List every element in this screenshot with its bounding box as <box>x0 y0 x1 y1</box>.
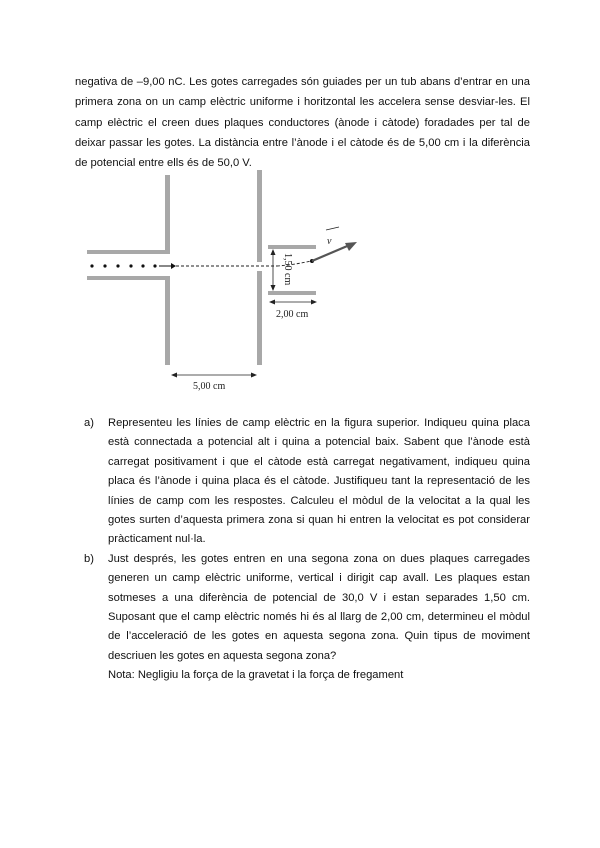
second-plate-bottom <box>257 271 262 365</box>
velocity-label-arrow <box>326 227 339 230</box>
question-b-marker: b) <box>84 552 94 565</box>
deflector-lower-plate <box>268 291 316 295</box>
gap-arrow-bottom <box>271 285 276 291</box>
velocity-vector <box>312 244 352 261</box>
intro-text <box>75 72 530 173</box>
second-plate-top <box>257 170 262 262</box>
apparatus-figure <box>75 165 535 400</box>
first-plate-bottom <box>165 276 170 365</box>
deflector-length-label: 2,00 cm <box>276 309 309 320</box>
plate-separation-label: 5,00 cm <box>193 381 226 392</box>
intro-paragraph: negativa de –9,00 nC. Les gotes carregades són guiades per un tub abans d’entrar en una primera zona on un camp elèctric uniforme i horitzontal les accelera sense desviar-les. El camp elèctric el creen dues plaques conductores (ànode i càtode) foradades per tal de deixar passar les gotes. La distància entre l’ànode i el càtode és de 5,00 cm i la diferència de potencial entre ells és de 50,0 V. <box>75 76 530 170</box>
note: Nota: Negligiu la força de la gravetat i la força de fregament <box>108 669 404 682</box>
tube-upper-wall <box>87 250 167 254</box>
first-plate-top <box>165 175 170 254</box>
entry-arrowhead <box>171 263 176 269</box>
separation-arrow-right <box>251 373 257 378</box>
velocity-label: v <box>327 236 332 247</box>
droplets <box>90 264 156 267</box>
question-a-marker: a) <box>84 417 94 429</box>
question-a <box>84 414 530 550</box>
separation-arrow-left <box>171 373 177 378</box>
deflector-arrow-right <box>311 300 317 305</box>
deflector-arrow-left <box>269 300 275 305</box>
gap-arrow-top <box>271 249 276 255</box>
velocity-arrowhead <box>345 242 357 251</box>
deflector-upper-plate <box>268 245 316 249</box>
gap-label: 1,50 cm <box>282 253 293 286</box>
apparatus-diagram <box>75 165 535 400</box>
questions-list <box>84 414 530 686</box>
question-b <box>84 550 530 666</box>
tube-lower-wall <box>87 276 167 280</box>
question-b-text: Just després, les gotes entren en una segona zona on dues plaques carregades generen un camp elèctric uniforme, vertical i dirigit cap avall. Les plaques estan sotmeses a una diferència de potencial de 30,0 V i estan separades 1,50 cm. Suposant que el camp elèctric només hi és al llarg de 2,00 cm, determineu el mòdul de l’acceleració de les gotes en aquesta segona zona. Quin tipus de moviment descriuen les gotes en aquesta segona zona? <box>108 552 530 662</box>
question-a-text: Representeu les línies de camp elèctric en la figura superior. Indiqueu quina placa està connectada a potencial alt i quina a potencial baix. Sabent que l’ànode està carregat positivament i que el càtode està carregat negativament, indiqueu quina placa és l’ànode i quina placa és el càtode. Justifiqueu tant la representació de les línies de camp com les respostes. Calculeu el mòdul de la velocitat a la qual les gotes surten d’aquesta primera zona si quan hi entren la velocitat es pot considerar pràcticament nul·la. <box>108 417 530 546</box>
